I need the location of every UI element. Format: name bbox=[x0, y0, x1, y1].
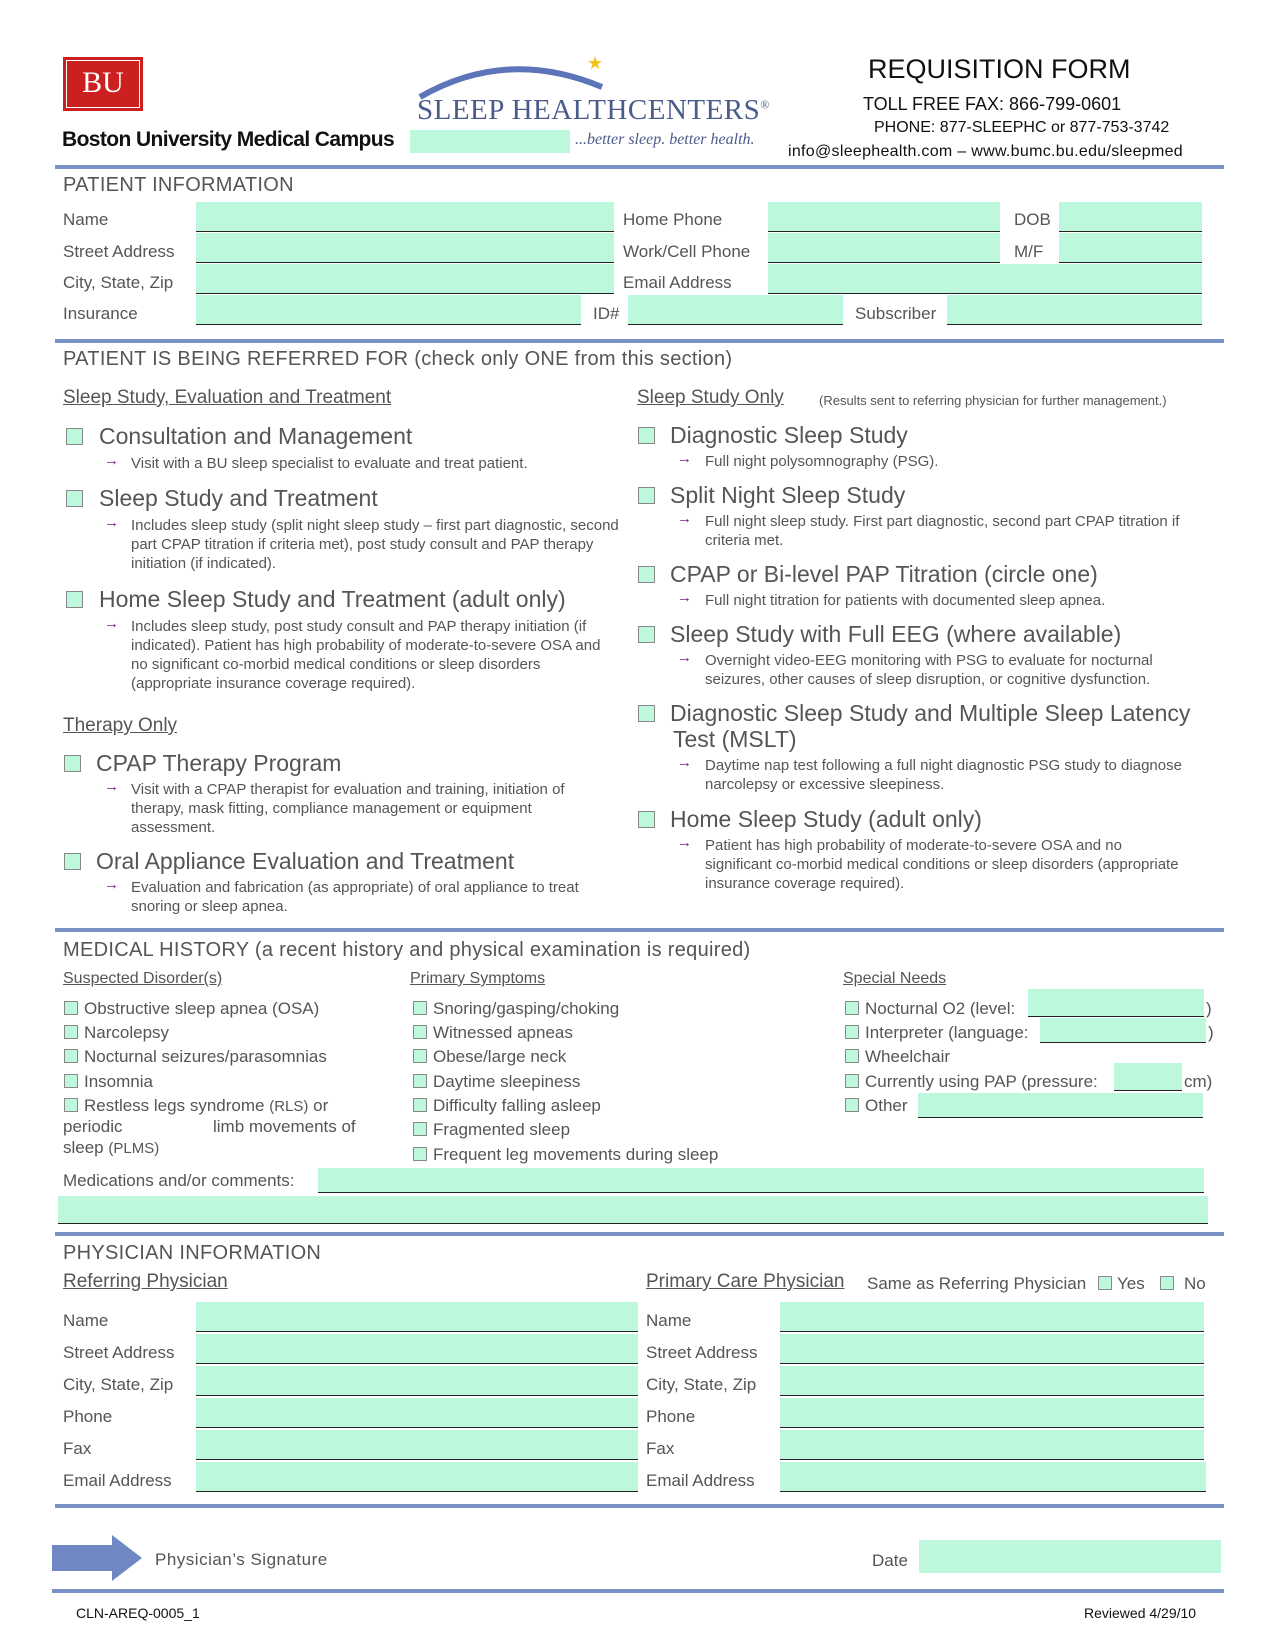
arrow-icon: → bbox=[677, 834, 692, 851]
dob-label: DOB bbox=[1014, 210, 1051, 229]
home-sleep-treatment-checkbox[interactable] bbox=[66, 591, 83, 608]
witnessed-apneas-checkbox[interactable] bbox=[413, 1025, 427, 1039]
star-icon: ★ bbox=[587, 53, 604, 73]
obese-neck-checkbox[interactable] bbox=[413, 1049, 427, 1063]
diagnostic-sleep-checkbox[interactable] bbox=[638, 427, 655, 444]
narcolepsy-checkbox[interactable] bbox=[64, 1025, 78, 1039]
work-phone-label: Work/Cell Phone bbox=[623, 242, 751, 261]
arrow-icon: → bbox=[677, 450, 692, 467]
mslt-checkbox[interactable] bbox=[638, 705, 655, 722]
insomnia-label: Insomnia bbox=[84, 1072, 153, 1091]
ref-city-field[interactable] bbox=[196, 1366, 638, 1396]
patient-email-label: Email Address bbox=[623, 273, 732, 292]
leg-movements-checkbox[interactable] bbox=[413, 1147, 427, 1161]
rls-limb: limb movements of bbox=[213, 1117, 356, 1136]
pap-titration-checkbox[interactable] bbox=[638, 566, 655, 583]
rls-text: Restless legs syndrome bbox=[84, 1096, 265, 1115]
rls-periodic: periodic bbox=[63, 1117, 123, 1136]
patient-name-field[interactable] bbox=[196, 202, 614, 232]
pcp-email-field[interactable] bbox=[780, 1462, 1206, 1492]
same-no-label: No bbox=[1184, 1274, 1206, 1293]
language-field[interactable] bbox=[1040, 1018, 1206, 1043]
consultation-desc: Visit with a BU sleep specialist to evaluate and treat patient. bbox=[131, 455, 528, 472]
work-phone-field[interactable] bbox=[768, 233, 1000, 263]
snoring-checkbox[interactable] bbox=[413, 1001, 427, 1015]
same-yes-label: Yes bbox=[1117, 1274, 1145, 1293]
ref-phone-field[interactable] bbox=[196, 1398, 638, 1428]
rls-abbr: (RLS) bbox=[269, 1098, 309, 1115]
obese-neck-label: Obese/large neck bbox=[433, 1047, 567, 1066]
cpap-therapy-desc: Visit with a CPAP therapist for evaluation and training, initiation of therapy, mask fitting, compliance management or equipment assessment. bbox=[131, 781, 565, 836]
symptoms-heading: Primary Symptoms bbox=[410, 970, 546, 987]
referral-section-title: PATIENT IS BEING REFERRED FOR (check only ONE from this section) bbox=[63, 348, 733, 370]
sex-field[interactable] bbox=[1059, 233, 1202, 263]
insomnia-checkbox[interactable] bbox=[64, 1074, 78, 1088]
signature-arrow-icon bbox=[52, 1535, 144, 1581]
rls-plms: (PLMS) bbox=[108, 1140, 160, 1157]
date-label: Date bbox=[872, 1551, 908, 1570]
pcp-phone-field[interactable] bbox=[780, 1398, 1204, 1428]
pap-pressure-checkbox[interactable] bbox=[845, 1074, 859, 1088]
bu-logo bbox=[63, 57, 143, 111]
history-section-title: MEDICAL HISTORY (a recent history and physical examination is required) bbox=[63, 939, 751, 961]
form-code: CLN-AREQ-0005_1 bbox=[76, 1605, 200, 1621]
full-eeg-checkbox[interactable] bbox=[638, 626, 655, 643]
home-phone-label: Home Phone bbox=[623, 210, 723, 229]
fragmented-sleep-checkbox[interactable] bbox=[413, 1122, 427, 1136]
interpreter-label: Interpreter (language: bbox=[865, 1023, 1029, 1042]
brand-name-text: SLEEP HEALTHCENTERS bbox=[417, 94, 761, 126]
sleep-study-treatment-label: Sleep Study and Treatment bbox=[99, 485, 378, 511]
subscriber-label: Subscriber bbox=[855, 304, 937, 323]
rls-checkbox[interactable] bbox=[64, 1098, 78, 1112]
pcp-fax-field[interactable] bbox=[780, 1430, 1204, 1460]
arrow-icon: → bbox=[677, 754, 692, 771]
ref-street-label: Street Address bbox=[63, 1343, 175, 1362]
dob-field[interactable] bbox=[1059, 202, 1202, 232]
pcp-city-field[interactable] bbox=[780, 1366, 1204, 1396]
ref-phone-label: Phone bbox=[63, 1407, 113, 1426]
rule-6 bbox=[52, 1589, 1224, 1593]
diagnostic-sleep-desc: Full night polysomnography (PSG). bbox=[705, 453, 939, 470]
ref-email-label: Email Address bbox=[63, 1471, 172, 1490]
physician-section-title: PHYSICIAN INFORMATION bbox=[63, 1242, 322, 1264]
fragmented-sleep-label: Fragmented sleep bbox=[433, 1120, 571, 1139]
patient-insurance-label: Insurance bbox=[63, 304, 138, 323]
patient-street-field[interactable] bbox=[196, 233, 614, 263]
nocturnal-o2-checkbox[interactable] bbox=[845, 1001, 859, 1015]
difficulty-asleep-checkbox[interactable] bbox=[413, 1098, 427, 1112]
o2-level-field[interactable] bbox=[1028, 989, 1204, 1017]
consultation-checkbox[interactable] bbox=[66, 428, 83, 445]
cpap-therapy-checkbox[interactable] bbox=[64, 755, 81, 772]
same-as-label: Same as Referring Physician bbox=[867, 1274, 1087, 1293]
rls-or: or bbox=[313, 1096, 329, 1115]
mslt-label-cont: Test (MSLT) bbox=[673, 726, 797, 752]
arrow-icon: → bbox=[104, 514, 119, 531]
patient-city-label: City, State, Zip bbox=[63, 273, 174, 292]
language-close-paren: ) bbox=[1208, 1023, 1214, 1042]
oral-appliance-checkbox[interactable] bbox=[64, 853, 81, 870]
comments-field[interactable] bbox=[58, 1196, 1208, 1224]
pap-pressure-field[interactable] bbox=[1114, 1063, 1182, 1091]
home-sleep-treatment-desc: Includes sleep study, post study consult and PAP therapy initiation (if indicated). Patient has high probability of moderate-to-severe OSA and no significant co-morbid medical conditions or sleep disorders (appropriate insurance coverage required). bbox=[131, 618, 601, 692]
mslt-desc: Daytime nap test following a full night diagnostic PSG study to diagnose narcolepsy or excessive sleepiness. bbox=[705, 757, 1182, 793]
mslt-label: Diagnostic Sleep Study and Multiple Sleep Latency bbox=[670, 700, 1191, 726]
osa-label: Obstructive sleep apnea (OSA) bbox=[84, 999, 320, 1018]
right-heading-note: (Results sent to referring physician for further management.) bbox=[819, 393, 1167, 408]
patient-email-field[interactable] bbox=[768, 264, 1202, 294]
full-eeg-label: Sleep Study with Full EEG (where available) bbox=[670, 621, 1122, 647]
split-night-label: Split Night Sleep Study bbox=[670, 482, 906, 508]
patient-city-field[interactable] bbox=[196, 264, 614, 294]
home-sleep-study-desc: Patient has high probability of moderate-to-severe OSA and no significant co-morbid medical conditions or sleep disorders (appropriate insurance coverage required). bbox=[705, 837, 1179, 892]
patient-name-label: Name bbox=[63, 210, 109, 229]
arrow-icon: → bbox=[104, 778, 119, 795]
left-heading: Sleep Study, Evaluation and Treatment bbox=[63, 387, 392, 408]
cpap-therapy-label: CPAP Therapy Program bbox=[96, 750, 342, 776]
pcp-name-field[interactable] bbox=[780, 1302, 1204, 1332]
patient-section-title: PATIENT INFORMATION bbox=[63, 174, 294, 196]
ref-fax-field[interactable] bbox=[196, 1430, 638, 1460]
pap-titration-desc: Full night titration for patients with documented sleep apnea. bbox=[705, 592, 1106, 609]
therapy-heading: Therapy Only bbox=[63, 715, 178, 736]
home-sleep-study-label: Home Sleep Study (adult only) bbox=[670, 806, 982, 832]
date-field[interactable] bbox=[919, 1540, 1221, 1573]
same-yes-checkbox[interactable] bbox=[1098, 1276, 1112, 1290]
ref-street-field[interactable] bbox=[196, 1334, 638, 1364]
brand-name bbox=[417, 94, 770, 127]
ref-name-field[interactable] bbox=[196, 1302, 638, 1332]
id-label: ID# bbox=[593, 304, 620, 323]
pap-titration-label: CPAP or Bi-level PAP Titration (circle one) bbox=[670, 561, 1098, 587]
pcp-phone-label: Phone bbox=[646, 1407, 696, 1426]
o2-close-paren: ) bbox=[1206, 999, 1212, 1018]
pcp-name-label: Name bbox=[646, 1311, 692, 1330]
patient-street-label: Street Address bbox=[63, 242, 175, 261]
ref-fax-label: Fax bbox=[63, 1439, 92, 1458]
witnessed-apneas-label: Witnessed apneas bbox=[433, 1023, 573, 1042]
contact-line: info@sleephealth.com – www.bumc.bu.edu/sleepmed bbox=[788, 143, 1183, 160]
pcp-city-label: City, State, Zip bbox=[646, 1375, 757, 1394]
wheelchair-checkbox[interactable] bbox=[845, 1049, 859, 1063]
brand-field[interactable] bbox=[410, 130, 570, 153]
primary-heading: Primary Care Physician bbox=[646, 1271, 845, 1292]
diagnostic-sleep-label: Diagnostic Sleep Study bbox=[670, 422, 908, 448]
arrow-icon: → bbox=[104, 452, 119, 469]
daytime-sleepiness-checkbox[interactable] bbox=[413, 1074, 427, 1088]
bu-logo-text: BU bbox=[66, 60, 140, 108]
reviewed-date: Reviewed 4/29/10 bbox=[1084, 1605, 1197, 1621]
rule-3 bbox=[55, 928, 1224, 932]
disorders-heading: Suspected Disorder(s) bbox=[63, 970, 223, 987]
oral-appliance-desc: Evaluation and fabrication (as appropriate) of oral appliance to treat snoring or sleep apnea. bbox=[131, 879, 579, 915]
rule-1 bbox=[55, 165, 1224, 169]
rls-sleep-line bbox=[63, 1138, 159, 1158]
subscriber-field[interactable] bbox=[947, 295, 1202, 325]
needs-heading: Special Needs bbox=[843, 970, 947, 987]
difficulty-asleep-label: Difficulty falling asleep bbox=[433, 1096, 601, 1115]
toll-free-fax: TOLL FREE FAX: 866-799-0601 bbox=[863, 94, 1122, 114]
brand-registered-mark: ® bbox=[760, 97, 770, 112]
split-night-desc: Full night sleep study. First part diagnostic, second part CPAP titration if criteria met. bbox=[705, 513, 1180, 549]
rls-sleep: sleep bbox=[63, 1138, 104, 1157]
rule-4 bbox=[55, 1232, 1224, 1236]
ref-city-label: City, State, Zip bbox=[63, 1375, 174, 1394]
rule-5 bbox=[55, 1504, 1224, 1508]
full-eeg-desc: Overnight video-EEG monitoring with PSG to evaluate for nocturnal seizures, other causes of sleep disruption, or cognitive dysfunction. bbox=[705, 652, 1153, 688]
arrow-icon: → bbox=[677, 589, 692, 606]
arrow-icon: → bbox=[104, 615, 119, 632]
sex-label: M/F bbox=[1014, 242, 1044, 261]
oral-appliance-label: Oral Appliance Evaluation and Treatment bbox=[96, 848, 515, 874]
pcp-email-label: Email Address bbox=[646, 1471, 755, 1490]
medications-label: Medications and/or comments: bbox=[63, 1171, 295, 1190]
home-phone-field[interactable] bbox=[768, 202, 1000, 232]
ref-email-field[interactable] bbox=[196, 1462, 638, 1492]
id-field[interactable] bbox=[628, 295, 843, 325]
other-need-label: Other bbox=[865, 1096, 908, 1115]
form-title: REQUISITION FORM bbox=[868, 54, 1131, 84]
right-heading: Sleep Study Only bbox=[637, 387, 784, 408]
leg-movements-label: Frequent leg movements during sleep bbox=[433, 1145, 719, 1164]
pcp-street-field[interactable] bbox=[780, 1334, 1204, 1364]
other-need-checkbox[interactable] bbox=[845, 1098, 859, 1112]
signature-label: Physician’s Signature bbox=[155, 1550, 328, 1569]
narcolepsy-label: Narcolepsy bbox=[84, 1023, 170, 1042]
pcp-fax-label: Fax bbox=[646, 1439, 675, 1458]
seizures-checkbox[interactable] bbox=[64, 1049, 78, 1063]
pap-cm-suffix: cm) bbox=[1184, 1072, 1213, 1091]
home-sleep-study-checkbox[interactable] bbox=[638, 811, 655, 828]
split-night-checkbox[interactable] bbox=[638, 487, 655, 504]
nocturnal-o2-label: Nocturnal O2 (level: bbox=[865, 999, 1016, 1018]
interpreter-checkbox[interactable] bbox=[845, 1025, 859, 1039]
osa-checkbox[interactable] bbox=[64, 1001, 78, 1015]
seizures-label: Nocturnal seizures/parasomnias bbox=[84, 1047, 327, 1066]
daytime-sleepiness-label: Daytime sleepiness bbox=[433, 1072, 581, 1091]
brand-tagline: ...better sleep. better health. bbox=[575, 131, 755, 148]
consultation-label: Consultation and Management bbox=[99, 423, 413, 449]
pap-pressure-label: Currently using PAP (pressure: bbox=[865, 1072, 1098, 1091]
snoring-label: Snoring/gasping/choking bbox=[433, 999, 620, 1018]
same-no-checkbox[interactable] bbox=[1160, 1276, 1174, 1290]
home-sleep-treatment-label: Home Sleep Study and Treatment (adult only) bbox=[99, 586, 566, 612]
wheelchair-label: Wheelchair bbox=[865, 1047, 951, 1066]
other-need-field[interactable] bbox=[918, 1093, 1203, 1118]
rule-2 bbox=[55, 339, 1224, 343]
referring-heading: Referring Physician bbox=[63, 1271, 228, 1292]
arrow-icon: → bbox=[104, 876, 119, 893]
sleep-study-treatment-desc: Includes sleep study (split night sleep study – first part diagnostic, second part CPAP titration if criteria met), post study consult and PAP therapy initiation (if indicated). bbox=[131, 517, 619, 572]
arrow-icon: → bbox=[677, 510, 692, 527]
sleep-study-treatment-checkbox[interactable] bbox=[66, 490, 83, 507]
patient-insurance-field[interactable] bbox=[196, 295, 581, 325]
signature-line[interactable] bbox=[345, 1568, 845, 1576]
medications-field[interactable] bbox=[318, 1168, 1204, 1193]
ref-name-label: Name bbox=[63, 1311, 109, 1330]
pcp-street-label: Street Address bbox=[646, 1343, 758, 1362]
campus-name: Boston University Medical Campus bbox=[62, 128, 395, 151]
rls-label bbox=[84, 1096, 328, 1116]
phone-line: PHONE: 877-SLEEPHC or 877-753-3742 bbox=[874, 119, 1170, 136]
arrow-icon: → bbox=[677, 649, 692, 666]
